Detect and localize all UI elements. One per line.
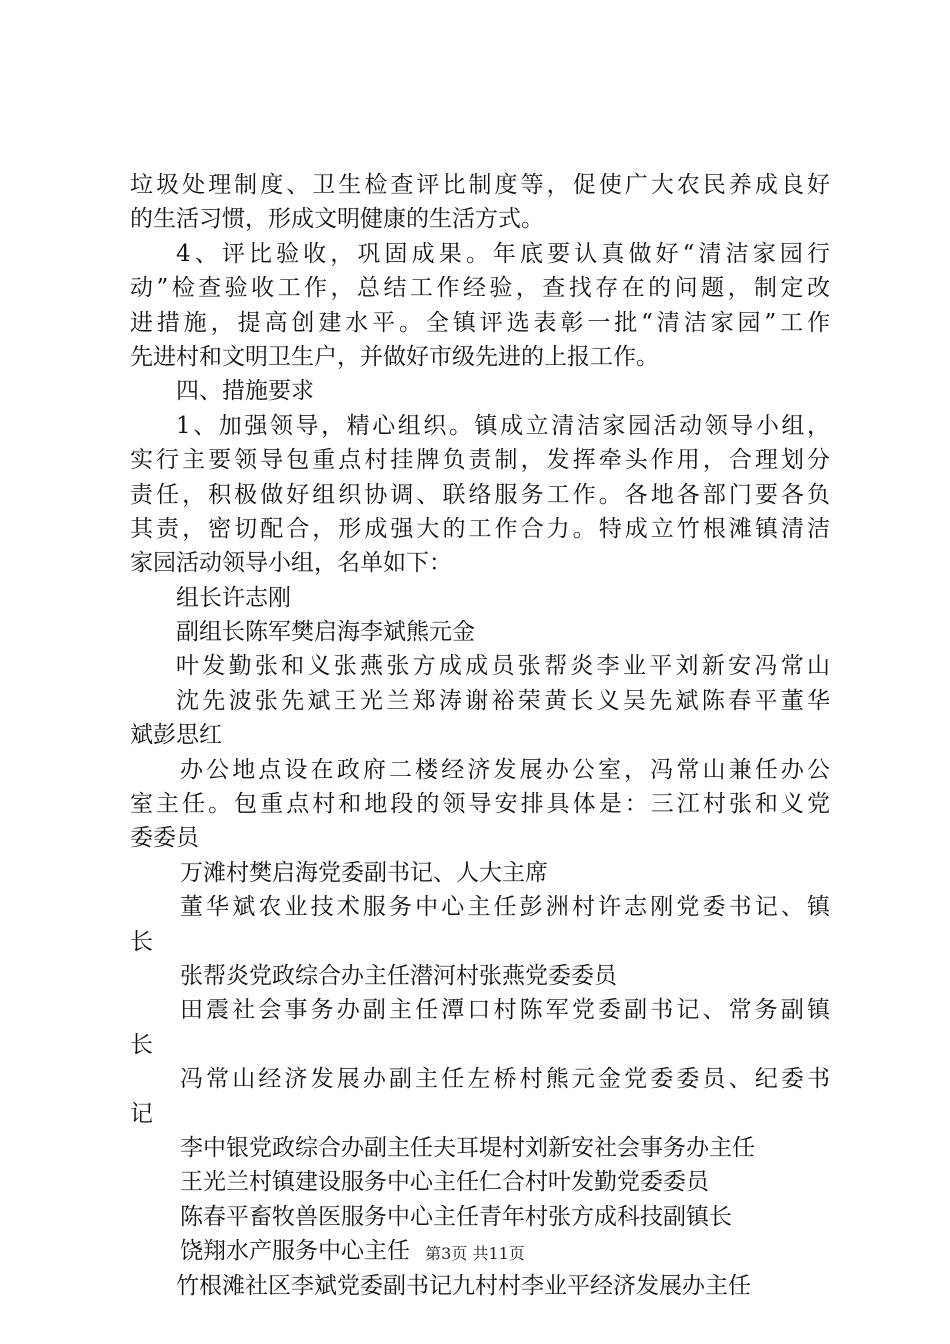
text-line: 动”检查验收工作，总结工作经验，查找存在的问题，制定改 (130, 275, 830, 302)
text-line: 副组长陈军樊启海李斌熊元金 (176, 619, 475, 646)
text-line: 冯常山经济发展办副主任左桥村熊元金党委委员、纪委书 (180, 1066, 830, 1093)
text-line: 组长许志刚 (176, 584, 291, 611)
text-line: 办公地点设在政府二楼经济发展办公室，冯常山兼任办公 (180, 756, 830, 783)
text-line: 责任，积极做好组织协调、联络服务工作。各地各部门要各负 (130, 481, 830, 508)
text-line: 家园活动领导小组，名单如下： (130, 550, 452, 577)
text-line: 竹根滩社区李斌党委副书记九村村李业平经济发展办主任 (176, 1272, 751, 1299)
text-line: 张帮炎党政综合办主任潜河村张燕党委委员 (180, 962, 617, 989)
text-line: 垃圾处理制度、卫生检查评比制度等，促使广大农民养成良好 (130, 172, 830, 198)
text-line: 李中银党政综合办副主任夫耳堤村刘新安社会事务办主任 (180, 1134, 755, 1161)
text-line: 先进村和文明卫生户，并做好市级先进的上报工作。 (130, 343, 659, 370)
text-line: 饶翔水产服务中心主任 (180, 1238, 410, 1265)
text-line: 室主任。包重点村和地段的领导安排具体是：三江村张和义党 (130, 791, 830, 818)
page-footer: 第3页 共11页 (425, 1244, 525, 1263)
text-line: 记 (130, 1100, 153, 1127)
text-line: 陈春平畜牧兽医服务中心主任青年村张方成科技副镇长 (180, 1203, 732, 1230)
text-line: 叶发勤张和义张燕张方成成员张帮炎李业平刘新安冯常山 (176, 653, 830, 680)
text-line: 斌彭思红 (130, 722, 222, 749)
body-text (130, 168, 830, 1303)
text-line: 实行主要领导包重点村挂牌负责制，发挥牵头作用，合理划分 (130, 447, 830, 474)
text-line: 沈先波张先斌王光兰郑涛谢裕荣黄长义吴先斌陈春平董华 (176, 687, 830, 714)
text-line: 其责，密切配合，形成强大的工作合力。特成立竹根滩镇清洁 (130, 515, 830, 542)
text-line: 四、措施要求 (176, 378, 314, 405)
text-line: 的生活习惯，形成文明健康的生活方式。 (130, 206, 544, 233)
text-line: 4、评比验收，巩固成果。年底要认真做好“清洁家园行 (176, 240, 830, 267)
text-line: 进措施，提高创建水平。全镇评选表彰一批“清洁家园”工作 (130, 309, 830, 336)
text-line: 王光兰村镇建设服务中心主任仁合村叶发勤党委委员 (180, 1169, 709, 1196)
text-line: 长 (130, 928, 153, 955)
text-line: 委委员 (130, 825, 199, 852)
text-line: 长 (130, 1031, 153, 1058)
text-line: 万滩村樊启海党委副书记、人大主席 (180, 859, 548, 886)
text-line: 田震社会事务办副主任潭口村陈军党委副书记、常务副镇 (180, 997, 830, 1024)
text-line: 1、加强领导，精心组织。镇成立清洁家园活动领导小组， (176, 412, 830, 439)
text-line: 董华斌农业技术服务中心主任彭洲村许志刚党委书记、镇 (180, 894, 830, 921)
